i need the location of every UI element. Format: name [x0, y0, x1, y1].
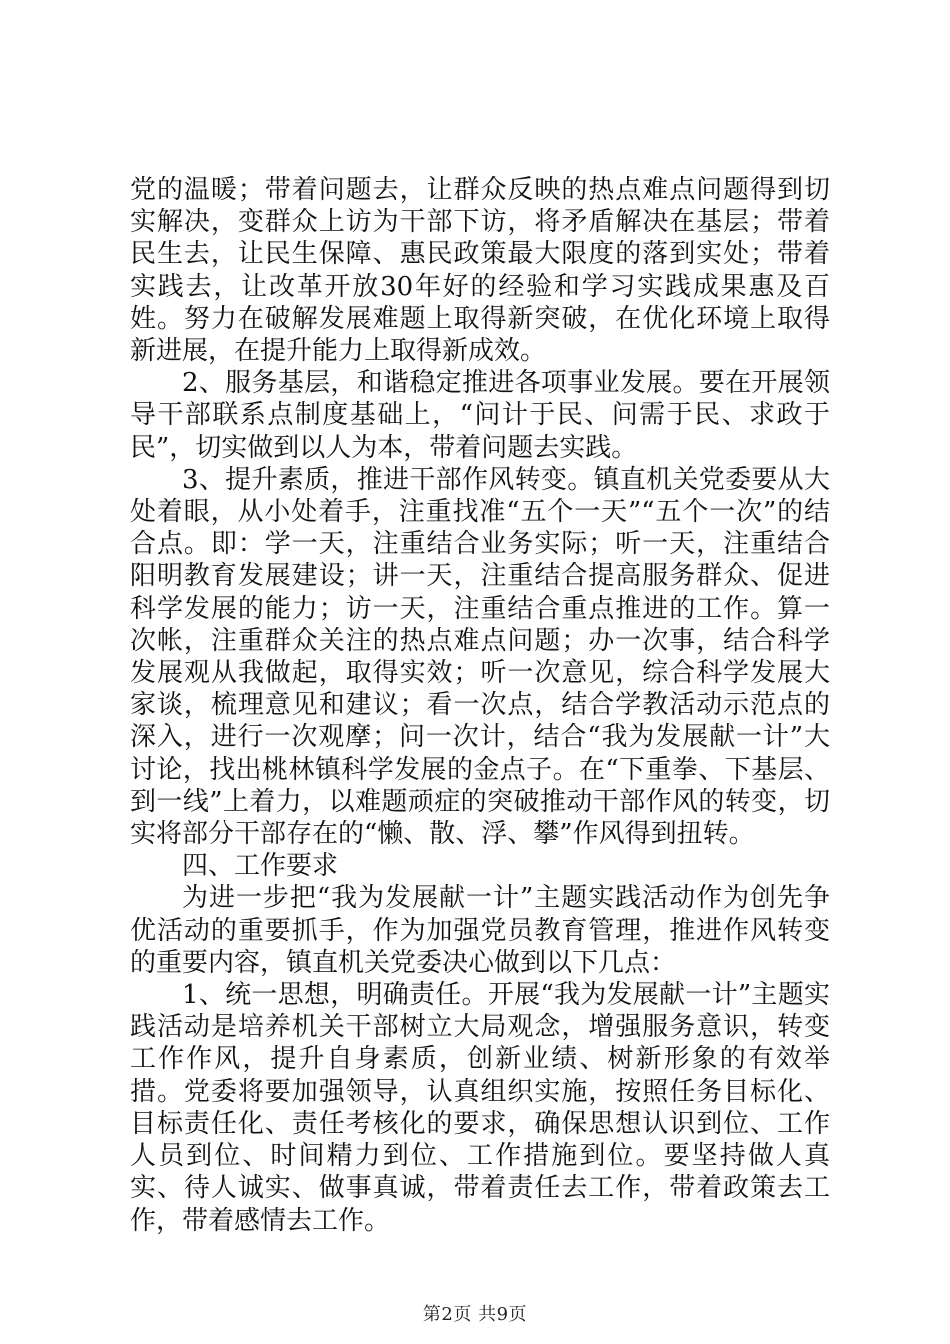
page-number-footer: 第2页 共9页 — [422, 1304, 528, 1325]
document-body — [130, 174, 830, 1237]
paragraph-item-3: 3、提升素质，推进干部作风转变。镇直机关党委要从大处着眼，从小处着手，注重找准“五个一天”“五个一次”的结合点。即：学一天，注重结合业务实际；听一天，注重结合阳明教育发展建设；讲一天，注重结合提高服务群众、促进科学发展的能力；访一天，注重结合重点推进的工作。算一次帐，注重群众关注的热点难点问题；办一次事，结合科学发展观从我做起，取得实效；听一次意见，综合科学发展大家谈，梳理意见和建议；看一次点，结合学教活动示范点的深入，进行一次观摩；问一次计，结合“我为发展献一计”大讨论，找出桃林镇科学发展的金点子。在“下重拳、下基层、到一线”上着力，以难题顽症的突破推动干部作风的转变，切实将部分干部存在的“懒、散、浮、攀”作风得到扭转。 — [130, 464, 830, 850]
paragraph-item-2: 2、服务基层，和谐稳定推进各项事业发展。要在开展领导干部联系点制度基础上，“问计于民、问需于民、求政于民”，切实做到以人为本，带着问题去实践。 — [130, 368, 830, 463]
paragraph-item-1: 1、统一思想，明确责任。开展“我为发展献一计”主题实践活动是培养机关干部树立大局观念，增强服务意识，转变工作作风，提升自身素质，创新业绩、树新形象的有效举措。党委将要加强领导，认真组织实施，按照任务目标化、目标责任化、责任考核化的要求，确保思想认识到位、工作人员到位、时间精力到位、工作措施到位。要坚持做人真实、待人诚实、做事真诚，带着责任去工作，带着政策去工作，带着感情去工作。 — [130, 980, 830, 1236]
paragraph-intro: 为进一步把“我为发展献一计”主题实践活动作为创先争优活动的重要抓手，作为加强党员教育管理，推进作风转变的重要内容，镇直机关党委决心做到以下几点： — [130, 883, 830, 978]
section-heading-work-requirements: 四、工作要求 — [182, 851, 339, 882]
paragraph-continuation: 党的温暖；带着问题去，让群众反映的热点难点问题得到切实解决，变群众上访为干部下访，将矛盾解决在基层；带着民生去，让民生保障、惠民政策最大限度的落到实处；带着实践去，让改革开放30年好的经验和学习实践成果惠及百姓。努力在破解发展难题上取得新突破，在优化环境上取得新进展，在提升能力上取得新成效。 — [130, 175, 830, 367]
